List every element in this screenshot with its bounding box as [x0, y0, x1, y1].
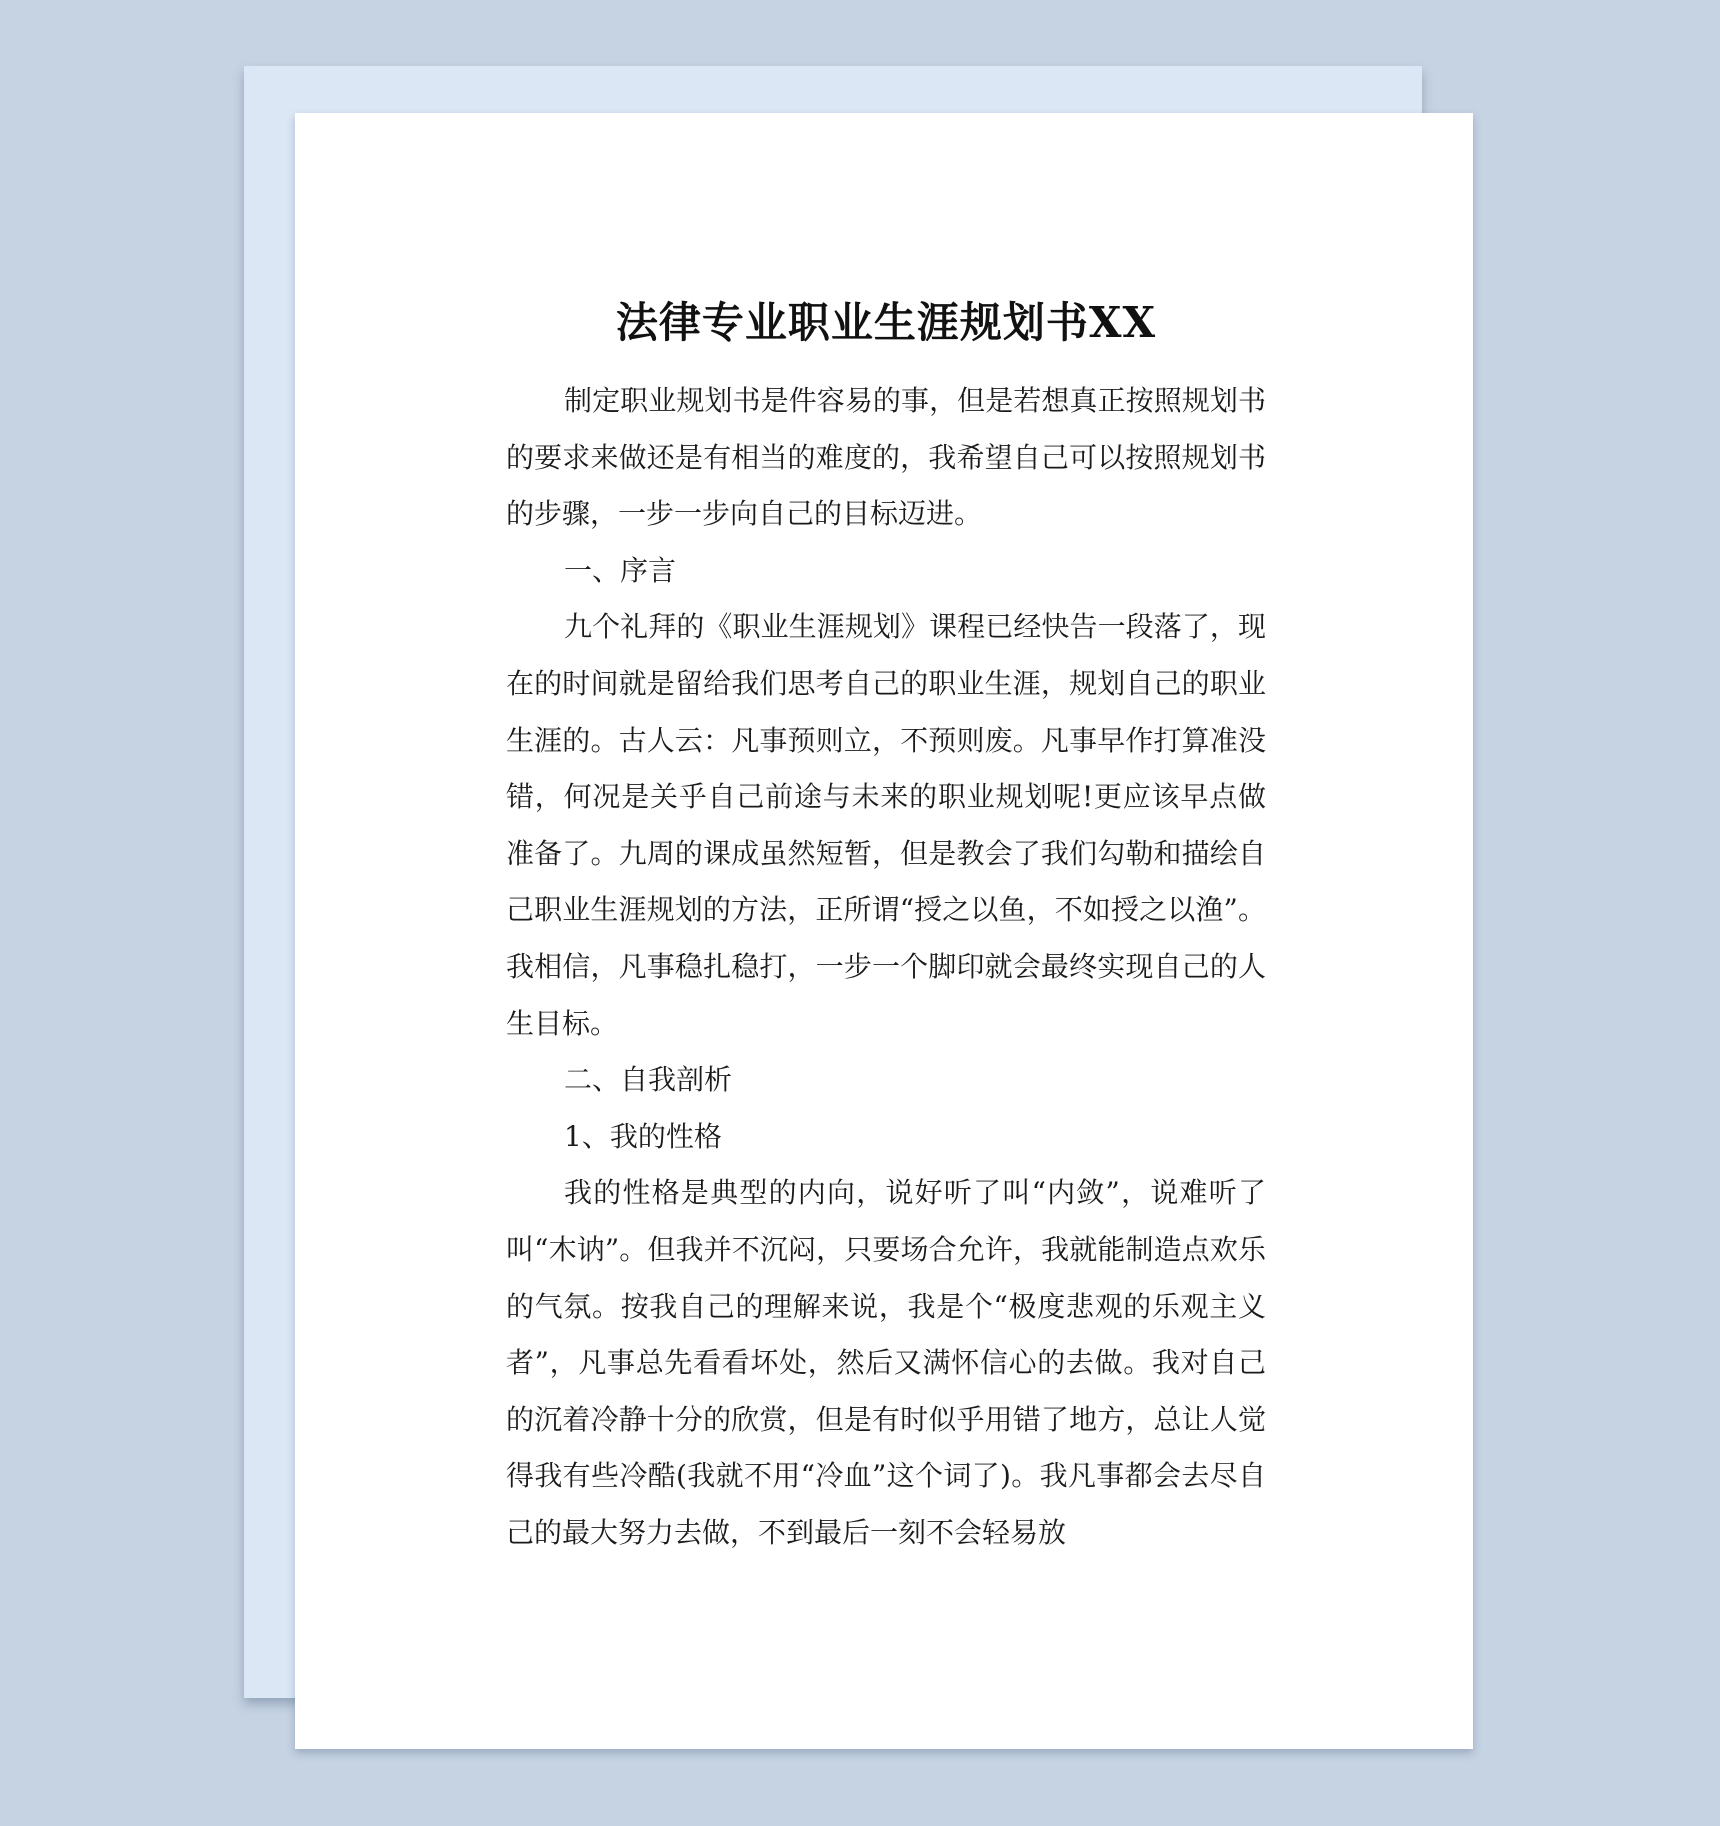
- paragraph-personality: 我的性格是典型的内向，说好听了叫“内敛”，说难听了叫“木讷”。但我并不沉闷，只要场合允许，我就能制造点欢乐的气氛。按我自己的理解来说，我是个“极度悲观的乐观主义者”，凡事总先看看坏处，然后又满怀信心的去做。我对自己的沉着冷静十分的欣赏，但是有时似乎用错了地方，总让人觉得我有些冷酷(我就不用“冷血”这个词了)。我凡事都会去尽自己的最大努力去做，不到最后一刻不会轻易放: [506, 1176, 1266, 1549]
- paragraph-preface: 九个礼拜的《职业生涯规划》课程已经快告一段落了，现在的时间就是留给我们思考自己的职业生涯，规划自己的职业生涯的。古人云：凡事预则立，不预则废。凡事早作打算准没错，何况是关乎自己前途与未来的职业规划呢!更应该早点做准备了。九周的课成虽然短暂，但是教会了我们勾勒和描绘自己职业生涯规划的方法，正所谓“授之以鱼，不如授之以渔”。我相信，凡事稳扎稳打，一步一个脚印就会最终实现自己的人生目标。: [506, 610, 1266, 1040]
- section-heading-self-analysis: 二、自我剖析: [564, 1063, 733, 1097]
- subheading-personality: 1、我的性格: [564, 1119, 722, 1153]
- paragraph-intro: 制定职业规划书是件容易的事，但是若想真正按照规划书的要求来做还是有相当的难度的，我希望自己可以按照规划书的步骤，一步一步向自己的目标迈进。: [506, 384, 1266, 531]
- section-heading-preface: 一、序言: [564, 553, 677, 587]
- document-content: [506, 293, 1266, 1561]
- document-title: 法律专业职业生涯规划书XX: [615, 298, 1157, 347]
- document-page: [295, 113, 1473, 1749]
